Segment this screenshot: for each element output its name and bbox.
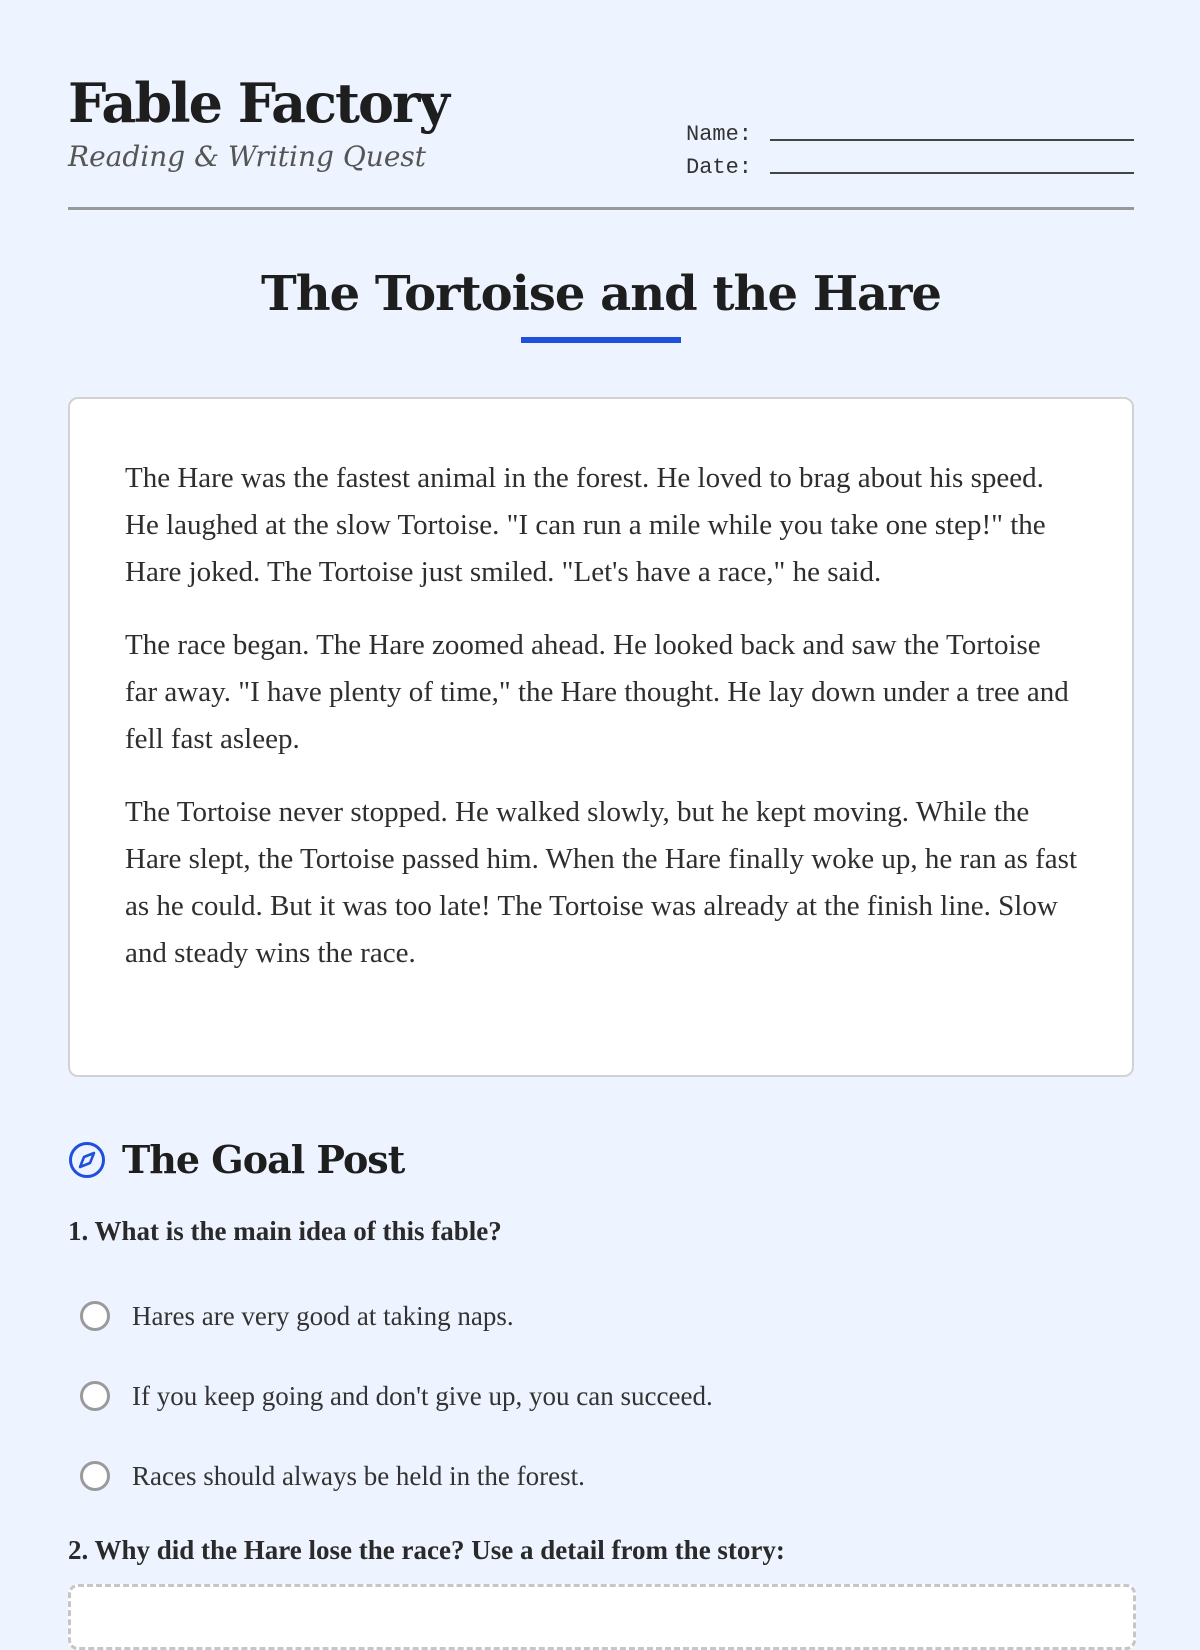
question-1-options [80,1276,1080,1516]
question-1: 1. What is the main idea of this fable? [68,1216,502,1246]
name-row [686,114,1134,147]
story-paragraph: The race began. The Hare zoomed ahead. He looked back and saw the Tortoise far away. "I have plenty of time," the Hare thought. He lay down under a tree and fell fast asleep. [125,629,1069,755]
story-paragraph: The Hare was the fastest animal in the forest. He loved to brag about his speed. He laughed at the slow Tortoise. "I can run a mile while you take one step!" the Hare joked. The Tortoise just smiled. "Let's have a race," he said. [125,462,1046,588]
date-field[interactable] [770,172,1134,174]
story-body [125,455,1077,1003]
section-title: The Goal Post [122,1137,405,1182]
story-title: The Tortoise and the Hare [261,266,941,322]
question-2: 2. Why did the Hare lose the race? Use a detail from the story: [68,1535,785,1565]
name-field[interactable] [770,139,1134,141]
student-info [686,114,1134,180]
option-c[interactable] [80,1436,1080,1516]
name-label: Name: [686,122,753,147]
worksheet-page [68,0,1134,1600]
answer-field[interactable] [68,1584,1136,1650]
story-card [68,397,1134,1077]
title-underline [521,337,681,343]
option-label: If you keep going and don't give up, you can succeed. [132,1381,713,1411]
compass-icon [68,1141,106,1179]
option-a[interactable] [80,1276,1080,1356]
brand-title: Fable Factory [68,71,448,135]
brand-subtitle: Reading & Writing Quest [68,140,427,173]
radio-button[interactable] [80,1301,110,1331]
radio-button[interactable] [80,1381,110,1411]
radio-button[interactable] [80,1461,110,1491]
header-divider [68,207,1134,210]
option-label: Races should always be held in the forest. [132,1461,585,1491]
story-paragraph: The Tortoise never stopped. He walked slowly, but he kept moving. While the Hare slept, the Tortoise passed him. When the Hare finally woke up, he ran as fast as he could. But it was too late! The Tortoise was already at the finish line. Slow and steady wins the race. [125,796,1078,969]
option-b[interactable] [80,1356,1080,1436]
goal-post-heading [68,1132,404,1188]
date-label: Date: [686,155,753,180]
option-label: Hares are very good at taking naps. [132,1301,514,1331]
worksheet-header [68,70,1134,210]
date-row [686,147,1134,180]
